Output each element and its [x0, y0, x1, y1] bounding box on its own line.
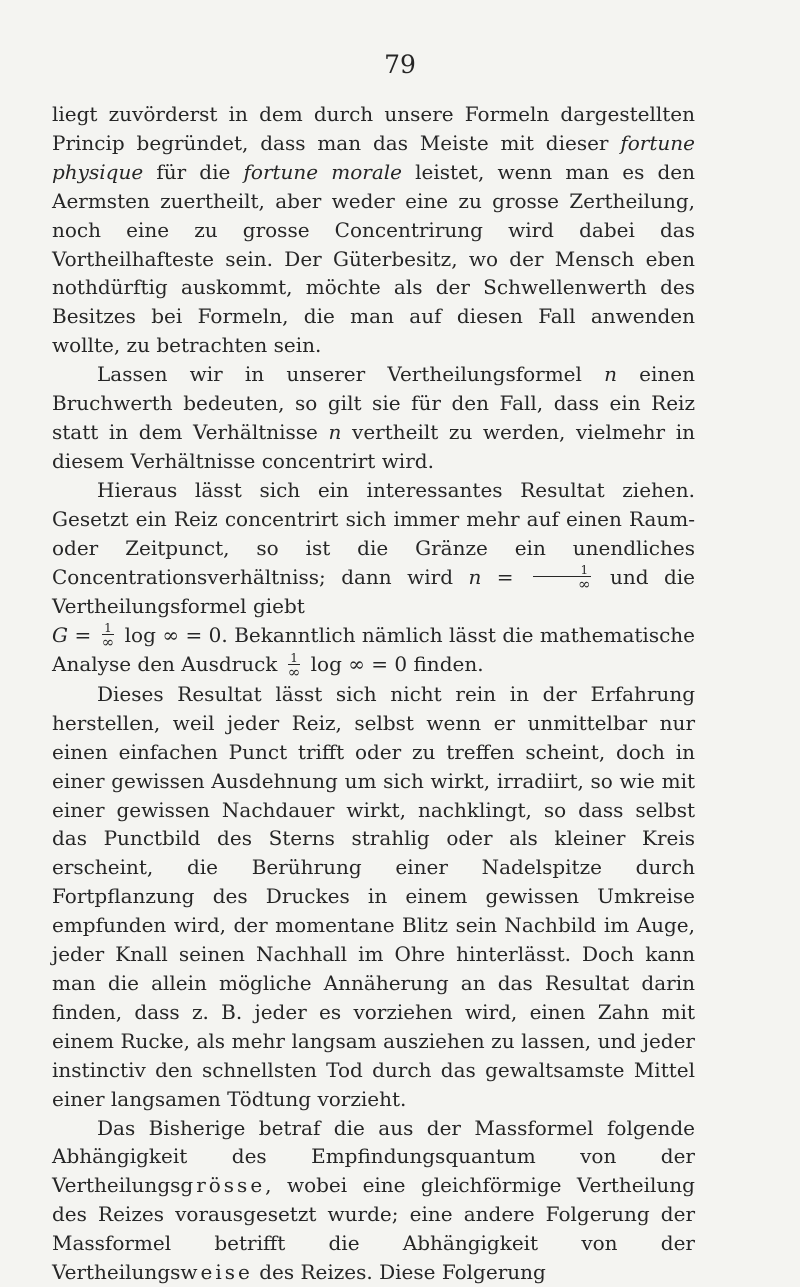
text-run: Hieraus lässt sich ein interessantes Resultat ziehen. Gesetzt ein Reiz concentrirt sich immer mehr auf einen Raum- oder Zeitpunct, so ist die Gränze ein unendliches Concentrationsverhältniss; dann wird: [52, 477, 695, 589]
fraction-numerator: 1: [102, 622, 115, 635]
fraction-numerator: 1: [533, 564, 591, 577]
paragraph-3: [52, 476, 695, 621]
equals-sign: =: [481, 564, 530, 589]
formula-text: log ∞ = 0.: [118, 622, 235, 647]
paragraph-5: Dieses Resultat lässt sich nicht rein in der Erfahrung herstellen, weil jeder Reiz, selbst wenn er unmittelbar nur einen einfachen Punct trifft oder zu treffen scheint, doch in einer gewissen Ausdehnung um sich wirkt, irradiirt, so wie mit einer gewissen Nachdauer wirkt, nachklingt, so dass selbst das Punctbild des Sterns strahlig oder als kleiner Kreis erscheint, die Berührung einer Nadelspitze durch Fortpflanzung des Druckes in einem gewissen Umkreise empfunden wird, der momentane Blitz sein Nachbild im Auge, jeder Knall seinen Nachhall im Ohre hinterlässt. Doch kann man die allein mögliche Annäherung an das Resultat darin finden, dass z. B. jeder es vorziehen wird, einen Zahn mit einem Rucke, als mehr langsam ausziehen zu lassen, und jeder instinctiv den schnellsten Tod durch das gewaltsamste Mittel einer langsamen Tödtung vorzieht.: [52, 681, 695, 1111]
text-run: und die Vertheilungsformel giebt: [52, 564, 695, 618]
text-run: Das Bisherige betraf die aus der Massformel folgende Abhängigkeit des Empfindungsquantum von der Vertheilungs: [52, 1115, 695, 1198]
fraction-denominator: ∞: [101, 633, 115, 652]
text-run: liegt zuvörderst in dem durch unsere Formeln dargestellten Princip begründet, dass man das Meiste mit dieser: [52, 102, 695, 155]
paragraph-1: [52, 100, 695, 360]
equals-sign: =: [67, 622, 98, 647]
page-number: 79: [384, 50, 416, 79]
italic-variable: n: [328, 419, 342, 444]
italic-term: fortune morale: [243, 159, 403, 184]
italic-variable: n: [468, 564, 482, 589]
paragraph-4-formula: [52, 621, 695, 680]
text-run: Lassen wir in unserer Vertheilungsformel: [97, 362, 605, 387]
fraction-denominator: ∞: [287, 662, 301, 681]
text-run: einen Bruchwerth bedeuten, so gilt sie für den Fall, dass ein Reiz statt in dem Verhältnisse: [52, 362, 695, 444]
text-run: , wobei eine gleichförmige Vertheilung des Reizes vorausgesetzt wurde; eine andere Folgerung der Massformel betrifft die Abhängigkeit von der Vertheilungs: [52, 1173, 695, 1285]
paragraph-2: [52, 360, 695, 476]
text-run: für die: [143, 159, 244, 184]
italic-variable: G: [52, 622, 68, 647]
italic-term: fortune physique: [52, 130, 695, 184]
text-run: Bekanntlich nämlich lässt die mathematische Analyse den Ausdruck: [52, 622, 696, 677]
spaced-emphasis: weise: [180, 1260, 253, 1285]
fraction-denominator: ∞: [578, 575, 591, 593]
paragraph-6: [52, 1114, 695, 1287]
text-run: vertheilt zu werden, vielmehr in diesem Verhältnisse concentrirt wird.: [52, 419, 695, 473]
fraction-one-over-infinity: [533, 564, 591, 592]
spaced-emphasis: grösse: [180, 1173, 266, 1198]
fraction-one-over-infinity: [102, 622, 115, 650]
formula-text: log ∞ = 0 finden.: [304, 652, 484, 677]
text-run: des Reizes. Diese Folgerung: [252, 1260, 546, 1285]
fraction-numerator: 1: [288, 652, 301, 665]
italic-variable: n: [604, 362, 617, 387]
body-text: [52, 100, 695, 1287]
text-run: leistet, wenn man es den Aermsten zuertheilt, aber weder eine zu grosse Zertheilung, noch eine zu grosse Concentrirung wird dabei das Vortheilhafteste sein. Der Güterbesitz, wo der Mensch eben nothdürftig auskommt, möchte als der Schwellenwerth des Besitzes bei Formeln, die man auf diesen Fall anwenden wollte, zu betrachten sein.: [52, 159, 696, 358]
fraction-one-over-infinity: [288, 652, 301, 680]
